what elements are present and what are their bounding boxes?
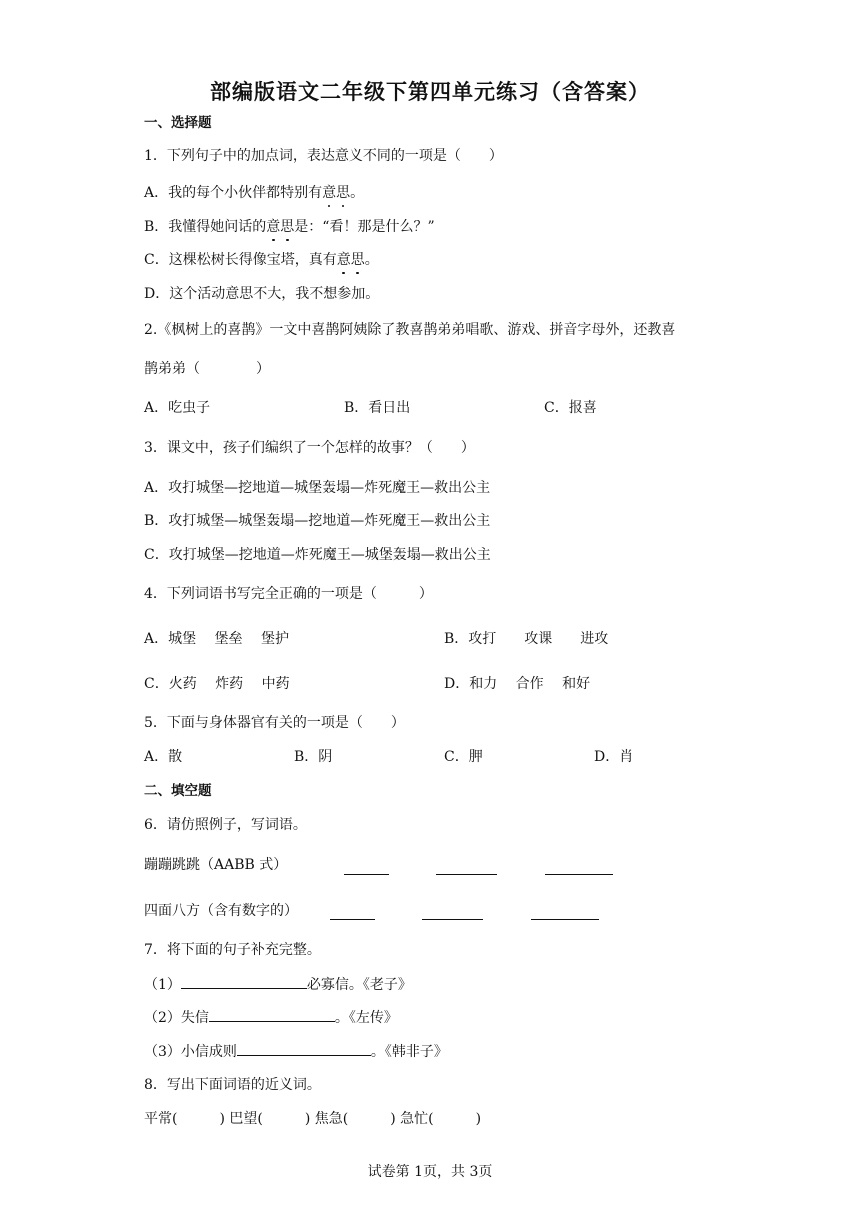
answer-blank[interactable] bbox=[237, 1041, 371, 1056]
question-7-part-1 bbox=[144, 974, 412, 995]
page-title: 部编版语文二年级下第四单元练习（含答案） bbox=[210, 80, 650, 104]
dotted-char: 意 bbox=[322, 185, 337, 201]
dotted-char: 意 bbox=[266, 219, 281, 235]
question-1-option-d: D．这个活动意思不大，我不想参加。 bbox=[144, 286, 380, 302]
question-1-option-b bbox=[144, 217, 435, 237]
part-text: 。《左传》 bbox=[334, 1010, 398, 1026]
question-3-option-c: C．攻打城堡—挖地道—炸死魔王—城堡轰塌—救出公主 bbox=[144, 547, 491, 563]
question-4-option-a: A．城堡 堡垒 堡护 bbox=[144, 631, 290, 647]
option-b-text: B．我懂得她问话的 bbox=[144, 219, 267, 235]
part-text: 。《韩非子》 bbox=[370, 1044, 448, 1060]
part-label: （1） bbox=[144, 977, 181, 993]
answer-blank[interactable] bbox=[436, 860, 497, 875]
section-heading-fill: 二、填空题 bbox=[144, 783, 212, 799]
part-label: （2）失信 bbox=[144, 1010, 209, 1026]
question-7-stem: 7．将下面的句子补充完整。 bbox=[144, 942, 321, 958]
answer-blank[interactable] bbox=[209, 1007, 335, 1022]
section-heading-choice: 一、选择题 bbox=[144, 115, 212, 131]
question-7-part-3 bbox=[144, 1041, 448, 1062]
question-8-stem: 8．写出下面词语的近义词。 bbox=[144, 1077, 321, 1093]
question-8-items: 平常( ) 巴望( ) 焦急( ) 急忙( ) bbox=[144, 1111, 482, 1127]
question-3-option-b: B．攻打城堡—城堡轰塌—挖地道—炸死魔王—救出公主 bbox=[144, 513, 491, 529]
question-5-stem: 5．下面与身体器官有关的一项是（ ） bbox=[144, 715, 405, 731]
answer-blank[interactable] bbox=[422, 905, 483, 920]
question-4-option-c: C．火药 炸药 中药 bbox=[144, 676, 290, 692]
question-1-option-a bbox=[144, 183, 364, 203]
question-5-option-c: C．胛 bbox=[444, 749, 483, 765]
question-4-option-d: D．和力 合作 和好 bbox=[444, 676, 591, 692]
dotted-char: 思 bbox=[280, 219, 295, 235]
part-label: （3）小信成则 bbox=[144, 1044, 237, 1060]
question-2-option-a: A．吃虫子 bbox=[144, 400, 211, 416]
question-1-stem: 1．下列句子中的加点词，表达意义不同的一项是（ ） bbox=[144, 148, 503, 164]
option-a-text-end: 。 bbox=[350, 185, 365, 201]
question-6-row1-label: 蹦蹦跳跳（AABB 式） bbox=[144, 857, 288, 873]
option-c-text-end: 。 bbox=[364, 252, 379, 268]
option-b-text-end: 是：“看！那是什么？” bbox=[294, 219, 435, 235]
answer-blank[interactable] bbox=[344, 860, 389, 875]
answer-blank[interactable] bbox=[181, 974, 307, 989]
question-5-option-a: A．散 bbox=[144, 749, 183, 765]
question-1-option-c bbox=[144, 250, 379, 270]
question-2-stem-line2: 鹊弟弟（ ） bbox=[144, 361, 270, 377]
question-6-stem: 6．请仿照例子，写词语。 bbox=[144, 817, 307, 833]
question-2-stem-line1: 2.《枫树上的喜鹊》一文中喜鹊阿姨除了教喜鹊弟弟唱歌、游戏、拼音字母外，还教喜 bbox=[144, 322, 676, 338]
option-a-text: A．我的每个小伙伴都特别有 bbox=[144, 185, 323, 201]
option-c-text: C．这棵松树长得像宝塔，真有 bbox=[144, 252, 337, 268]
part-text: 必寡信。《老子》 bbox=[306, 977, 412, 993]
dotted-char: 思 bbox=[350, 252, 365, 268]
question-3-stem: 3．课文中，孩子们编织了一个怎样的故事？（ ） bbox=[144, 440, 475, 456]
page-footer: 试卷第 1页，共 3页 bbox=[367, 1164, 493, 1180]
question-4-option-b: B．攻打 攻课 进攻 bbox=[444, 631, 609, 647]
answer-blank[interactable] bbox=[531, 905, 599, 920]
question-5-option-b: B．阴 bbox=[294, 749, 333, 765]
dotted-char: 思 bbox=[336, 185, 351, 201]
answer-blank[interactable] bbox=[545, 860, 613, 875]
question-3-option-a: A．攻打城堡—挖地道—城堡轰塌—炸死魔王—救出公主 bbox=[144, 480, 491, 496]
question-5-option-d: D．肖 bbox=[594, 749, 634, 765]
dotted-char: 意 bbox=[336, 252, 351, 268]
question-2-option-b: B．看日出 bbox=[344, 400, 411, 416]
question-2-option-c: C．报喜 bbox=[544, 400, 597, 416]
question-6-row2-label: 四面八方（含有数字的） bbox=[144, 903, 298, 919]
answer-blank[interactable] bbox=[330, 905, 375, 920]
question-4-stem: 4．下列词语书写完全正确的一项是（ ） bbox=[144, 586, 433, 602]
question-7-part-2 bbox=[144, 1007, 398, 1028]
